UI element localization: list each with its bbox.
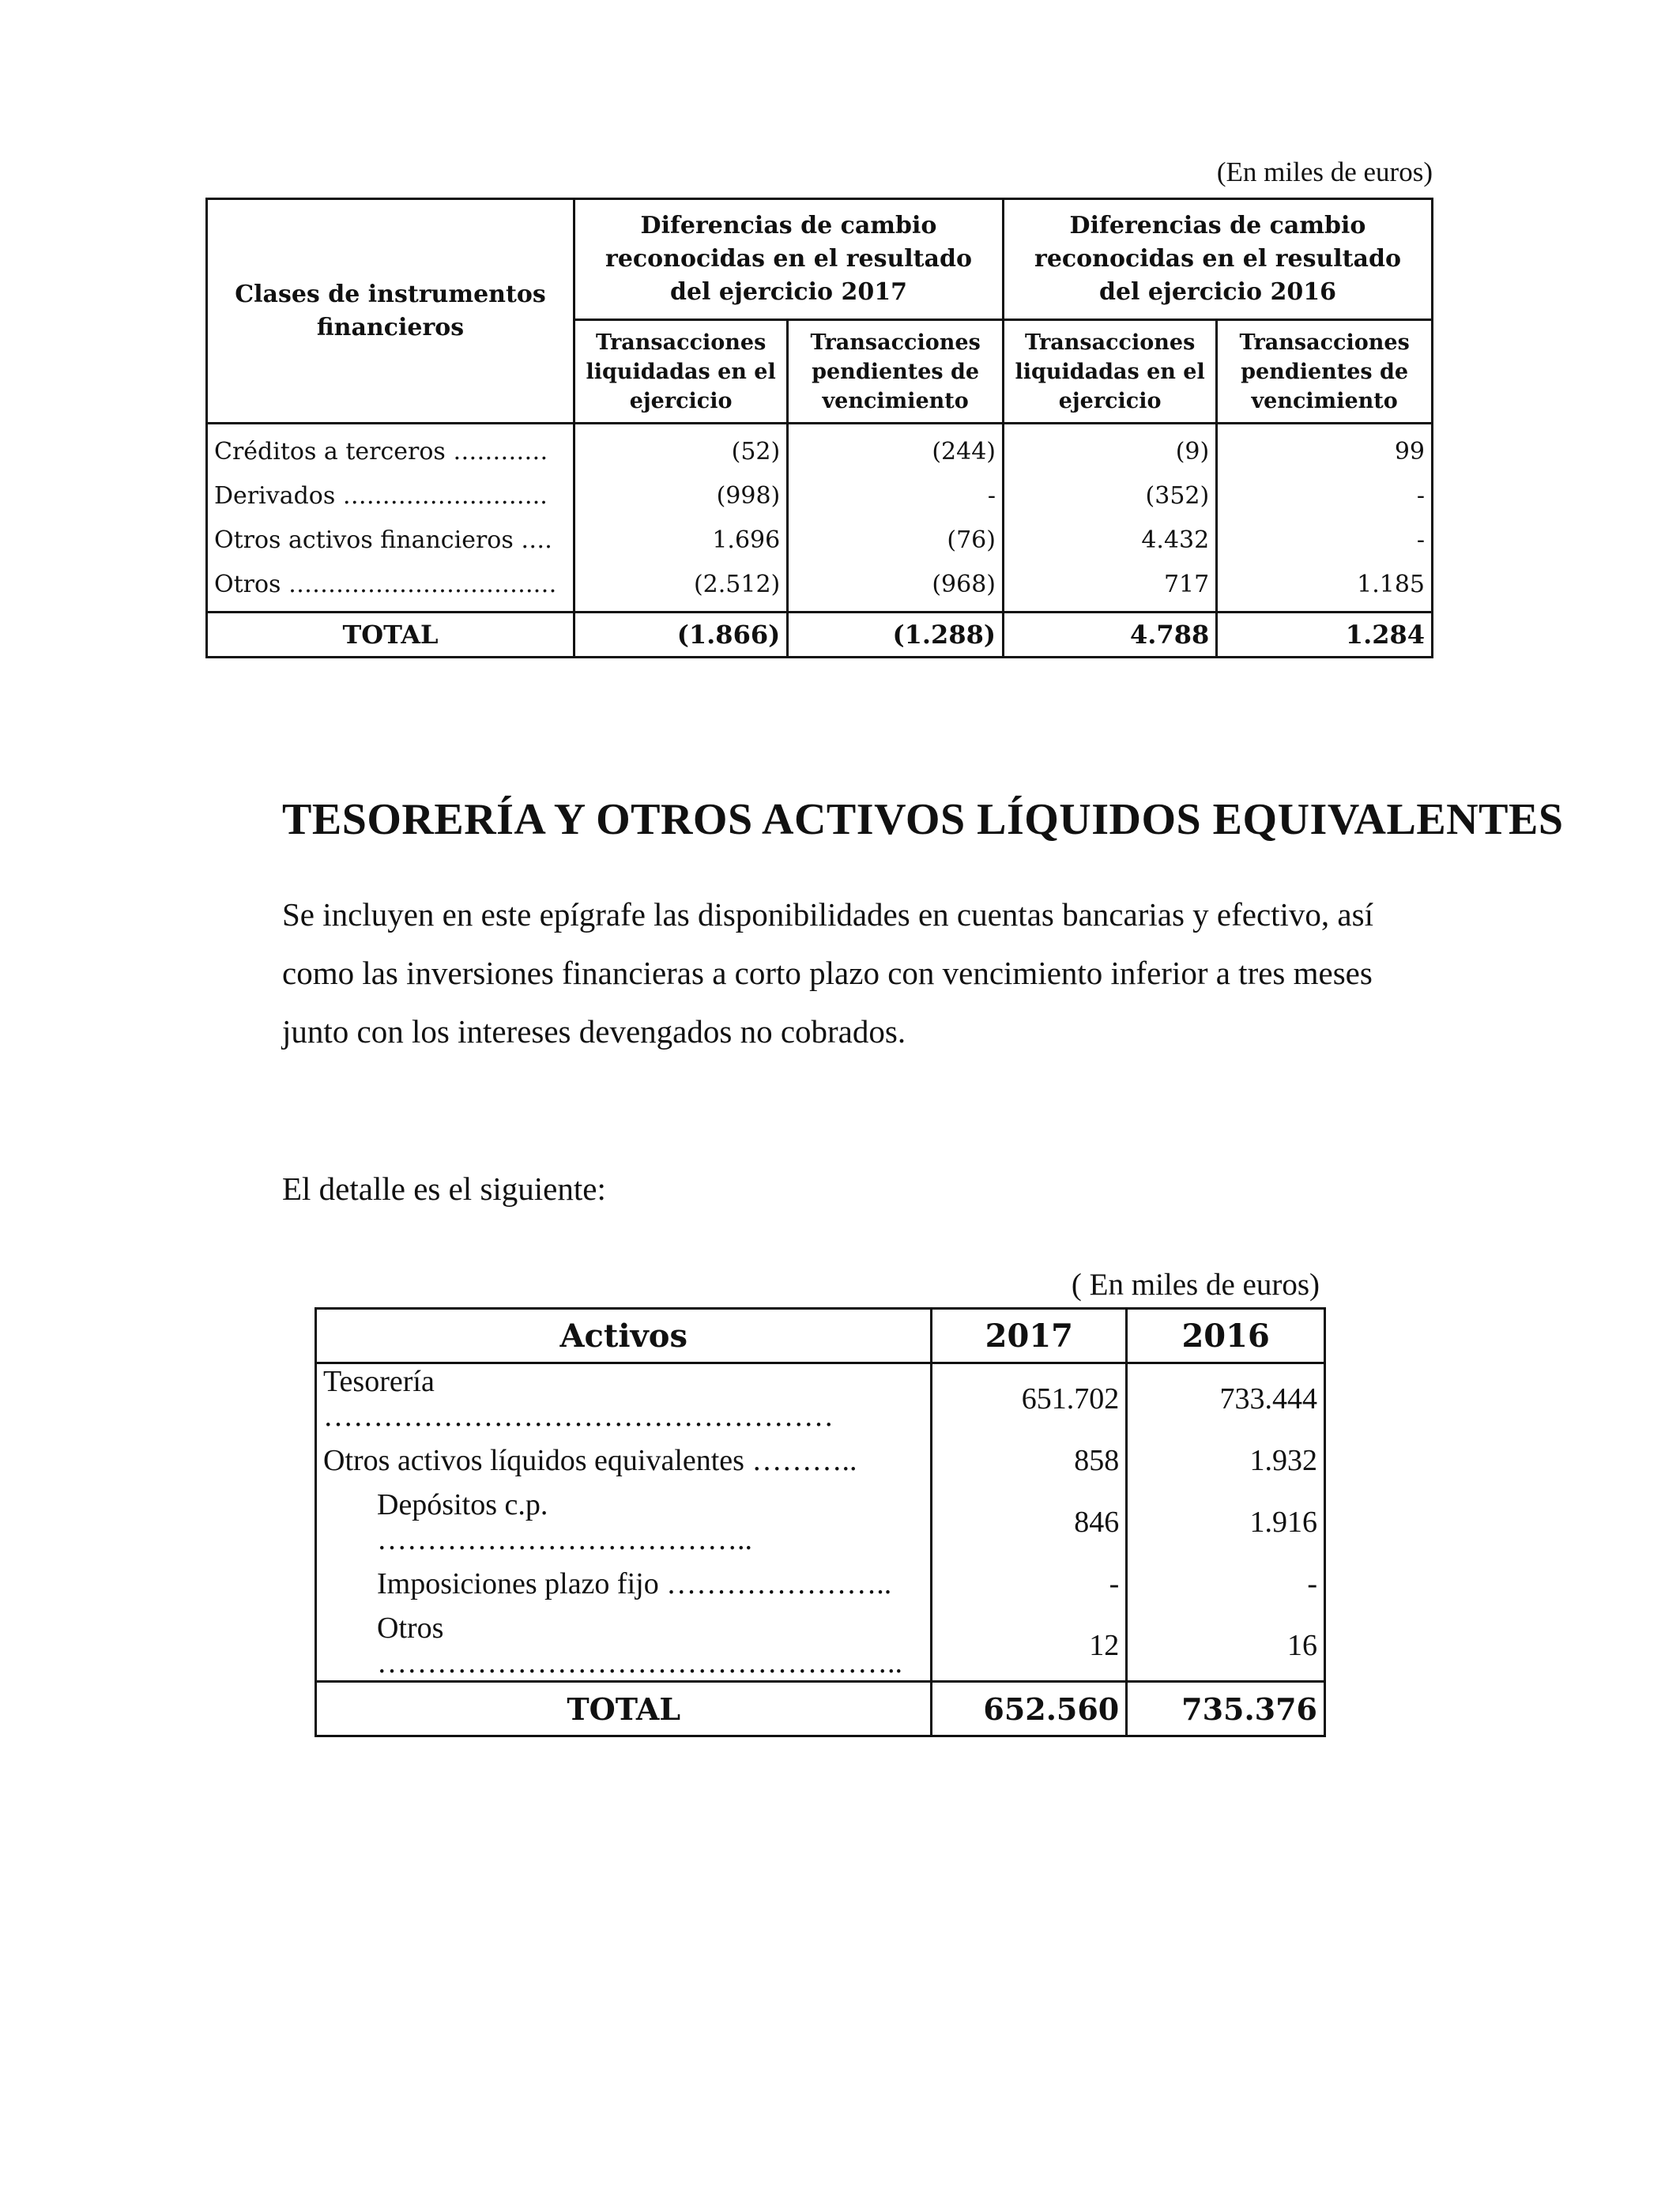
cell-2016-pending: - <box>1217 473 1433 518</box>
header-2016-pending: Transacciones pendientes de vencimiento <box>1217 320 1433 424</box>
total-row <box>207 613 1433 658</box>
cell-2017-pending: (244) <box>788 424 1004 474</box>
table-row <box>316 1363 1325 1434</box>
table-row <box>316 1557 1325 1611</box>
cell-2017-settled: (998) <box>574 473 788 518</box>
cell-2017: 846 <box>932 1487 1127 1557</box>
header-2016: 2016 <box>1127 1309 1325 1363</box>
row-label: Otros …………………………………………….. <box>316 1611 932 1682</box>
total-2016: 735.376 <box>1127 1682 1325 1736</box>
section-paragraph: Se incluyen en este epígrafe las disponibilidades en cuentas bancarias y efectivo, así como las inversiones financieras a corto plazo con vencimiento inferior a tres meses junto con los intereses devengados no cobrados. <box>282 896 1373 1050</box>
row-label: Imposiciones plazo fijo ………………….. <box>316 1557 932 1611</box>
table1-unit-note: (En miles de euros) <box>1216 156 1433 187</box>
cell-2016: 1.932 <box>1127 1434 1325 1487</box>
table-row <box>207 518 1433 562</box>
total-2017-settled: (1.866) <box>574 613 788 658</box>
cell-2017-settled: 1.696 <box>574 518 788 562</box>
table-row <box>207 424 1433 474</box>
cell-2016-pending: - <box>1217 518 1433 562</box>
header-2017: 2017 <box>932 1309 1127 1363</box>
row-label: Tesorería …………………………………………… <box>316 1363 932 1434</box>
cell-2016: 16 <box>1127 1611 1325 1682</box>
table-row <box>207 562 1433 613</box>
cell-2016-settled: 717 <box>1003 562 1216 613</box>
total-label: TOTAL <box>316 1682 932 1736</box>
row-label: Créditos a terceros ………… <box>207 424 574 474</box>
total-2017: 652.560 <box>932 1682 1127 1736</box>
cell-2017: 858 <box>932 1434 1127 1487</box>
cell-2017: 651.702 <box>932 1363 1127 1434</box>
cell-2016: 733.444 <box>1127 1363 1325 1434</box>
row-label: Derivados …………………….. <box>207 473 574 518</box>
header-group-2016: Diferencias de cambio reconocidas en el resultado del ejercicio 2016 <box>1003 199 1432 320</box>
row-label: Otros activos financieros …. <box>207 518 574 562</box>
cell-2016-settled: (352) <box>1003 473 1216 518</box>
cell-2017-settled: (2.512) <box>574 562 788 613</box>
cell-2016-settled: (9) <box>1003 424 1216 474</box>
cell-2016: - <box>1127 1557 1325 1611</box>
table-row <box>207 473 1433 518</box>
cell-2017: - <box>932 1557 1127 1611</box>
header-instrument-classes: Clases de instrumentos financieros <box>207 199 574 424</box>
total-2016-pending: 1.284 <box>1217 613 1433 658</box>
header-2017-pending: Transacciones pendientes de vencimiento <box>788 320 1004 424</box>
total-label: TOTAL <box>207 613 574 658</box>
total-row <box>316 1682 1325 1736</box>
header-2017-settled: Transacciones liquidadas en el ejercicio <box>574 320 788 424</box>
total-2016-settled: 4.788 <box>1003 613 1216 658</box>
cell-2017-pending: - <box>788 473 1004 518</box>
cash-equivalents-table <box>315 1307 1326 1737</box>
table-row <box>316 1434 1325 1487</box>
cell-2016-pending: 99 <box>1217 424 1433 474</box>
cell-2016-pending: 1.185 <box>1217 562 1433 613</box>
table-row <box>316 1487 1325 1557</box>
section-title: TESORERÍA Y OTROS ACTIVOS LÍQUIDOS EQUIVALENTES <box>282 795 1564 844</box>
cell-2016: 1.916 <box>1127 1487 1325 1557</box>
cell-2016-settled: 4.432 <box>1003 518 1216 562</box>
table-row <box>316 1611 1325 1682</box>
cell-2017-settled: (52) <box>574 424 788 474</box>
cell-2017-pending: (76) <box>788 518 1004 562</box>
row-label: Otros activos líquidos equivalentes ……….. <box>316 1434 932 1487</box>
detail-intro: El detalle es el siguiente: <box>282 1171 606 1207</box>
header-group-2017: Diferencias de cambio reconocidas en el resultado del ejercicio 2017 <box>574 199 1004 320</box>
total-2017-pending: (1.288) <box>788 613 1004 658</box>
header-activos: Activos <box>316 1309 932 1363</box>
row-label: Depósitos c.p. ……………………………….. <box>316 1487 932 1557</box>
table2-unit-note: ( En miles de euros) <box>1071 1268 1320 1302</box>
row-label: Otros ………………………….… <box>207 562 574 613</box>
exchange-differences-table <box>205 198 1433 658</box>
cell-2017: 12 <box>932 1611 1127 1682</box>
cell-2017-pending: (968) <box>788 562 1004 613</box>
header-2016-settled: Transacciones liquidadas en el ejercicio <box>1003 320 1216 424</box>
